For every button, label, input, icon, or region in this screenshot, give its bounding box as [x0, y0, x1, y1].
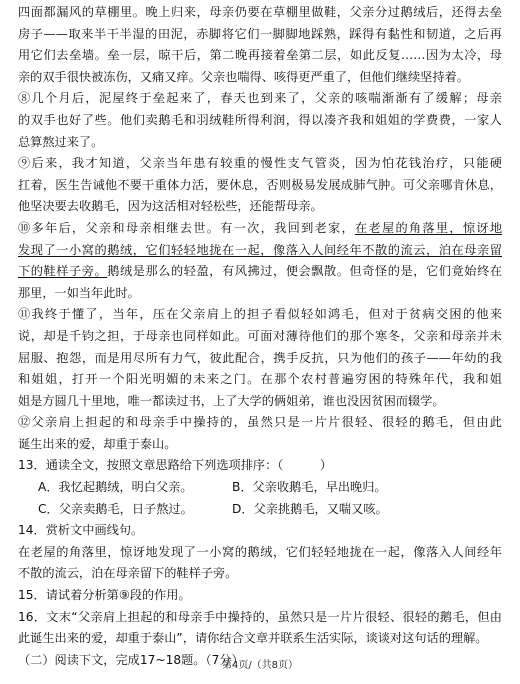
paragraph-10-line — [18, 218, 502, 240]
question-16-stem: 16．文末“父亲肩上担起的和母亲手中操持的，虽然只是一片片很轻、很轻的鹅毛，但由 — [18, 609, 502, 624]
paragraph-9-line: 他坚决要去收鹅毛，因为这活相对轻松些，还能帮母亲。 — [18, 199, 323, 214]
paragraph-9-line: 扛着，医生告诫他不要干重体力活，要休息，否则极易发展成肺气肿。可父亲哪肯休息， — [18, 177, 502, 192]
passage-line: 四面都漏风的草棚里。晚上归来，母亲仍要在草棚里做鞋，父亲分过鹅绒后，还得去垒 — [18, 5, 502, 19]
paragraph-8-line: 总算熬过来了。 — [18, 134, 104, 149]
paragraph-11-line: 屈服、抱怨，而是用尽所有力气，彼此配合，携手反抗，只为他们的孩子——年幼的我 — [18, 350, 502, 365]
paragraph-11-line: 姐是方圆几十里地，唯一都读过书，上了大学的俩姐弟，谁也没因贫困而辍学。 — [18, 393, 445, 408]
section-2-heading: （二）阅读下文，完成17~18题。（7分） — [18, 652, 244, 667]
paragraph-8-line: ⑧几个月后，泥屋终于垒起来了，春天也到来了，父亲的咳喘渐渐有了缓解；母亲 — [18, 91, 502, 106]
question-13-stem: 13．通读全文，按照文章思路给下列选项排序：（ ） — [18, 458, 333, 473]
question-13-options-row — [18, 499, 502, 521]
question-14-stem: 14．赏析文中画线句。 — [18, 523, 144, 538]
paragraph-12-line: 诞生出来的爱，却重于泰山。 — [18, 436, 177, 451]
paragraph-10-text: 鹅绒是那么的轻盈，有风拂过，便会飘散。但奇怪的是，它们竟始终在 — [107, 264, 502, 279]
question-14-quote: 在老屋的角落里，惊讶地发现了一小窝的鹅绒，它们轻轻地拢在一起，像落入人间经年 — [18, 544, 502, 559]
paragraph-11-line: 和姐姐，打开一个阳光明媚的未来之门。在那个农村普遍穷困的特殊年代，我和姐 — [18, 372, 502, 387]
question-16-stem: 此诞生出来的爱，却重于泰山”，请你结合文章并联系生活实际，谈谈对这句话的理解。 — [18, 631, 488, 646]
question-14-quote: 不散的流云，泊在母亲留下的鞋样子旁。 — [18, 566, 238, 581]
paragraph-10-text: ⑩多年后，父亲和母亲相继去世。有一次，我回到老家， — [18, 220, 356, 235]
page-footer: 第4页/（共8页） — [221, 660, 299, 671]
paragraph-9-line: ⑨后来，我才知道，父亲当年患有较重的慢性支气管炎，因为怕花钱治疗，只能硬 — [18, 156, 502, 171]
paragraph-10-line: 那里，一如当年此时。 — [18, 285, 140, 300]
paragraph-10-line — [18, 261, 502, 283]
paragraph-11-line: 说，却是千钧之担，于母亲也同样如此。可面对薄待他们的那个寒冬，父亲和母亲并未 — [18, 328, 502, 343]
paragraph-8-line: 的双手也好了些。他们卖鹅毛和羽绒鞋所得利润，得以凑齐我和姐姐的学费费，一家人 — [18, 112, 502, 127]
passage-line: 亲的双手很快被冻伤，又痛又痒。父亲也喘得、咳得更严重了，但他们继续坚持着。 — [18, 69, 469, 84]
paragraph-11-line: ⑪我终于懂了，当年，压在父亲肩上的担子看似轻如鸿毛，但对于贫病交困的他来 — [18, 307, 502, 322]
underlined-sentence: 下的鞋样子旁。 — [18, 264, 108, 279]
underlined-sentence: 在老屋的角落里，惊讶地 — [355, 220, 502, 235]
passage-line: 用它们去垒墙。垒一层，晾干后，第二晚再接着垒第二层，如此反复……因为太冷，母 — [18, 48, 502, 63]
question-15-stem: 15．请试着分析第⑨段的作用。 — [18, 588, 191, 603]
paragraph-12-line: ⑫父亲肩上担起的和母亲手中操持的，虽然只是一片片很轻、很轻的鹅毛，但由此 — [18, 415, 502, 430]
page-content — [18, 2, 502, 671]
option-a: A．我忆起鹅绒，明白父亲。 — [38, 480, 193, 495]
option-b: B．父亲收鹅毛，早出晚归。 — [232, 480, 387, 495]
option-d: D．父亲挑鹅毛，又喘又咳。 — [232, 501, 388, 516]
option-c: C．父亲卖鹅毛，日子熬过。 — [38, 501, 193, 516]
passage-line: 房子——取来半干半湿的田泥，赤脚将它们一脚脚地踩熟，踩得有黏性和韧道，之后再 — [18, 26, 502, 41]
question-13-options-row — [18, 477, 502, 499]
underlined-sentence: 发现了一小窝的鹅绒，它们轻轻地拢在一起，像落入人间经年不散的流云，泊在母亲留 — [18, 242, 502, 257]
